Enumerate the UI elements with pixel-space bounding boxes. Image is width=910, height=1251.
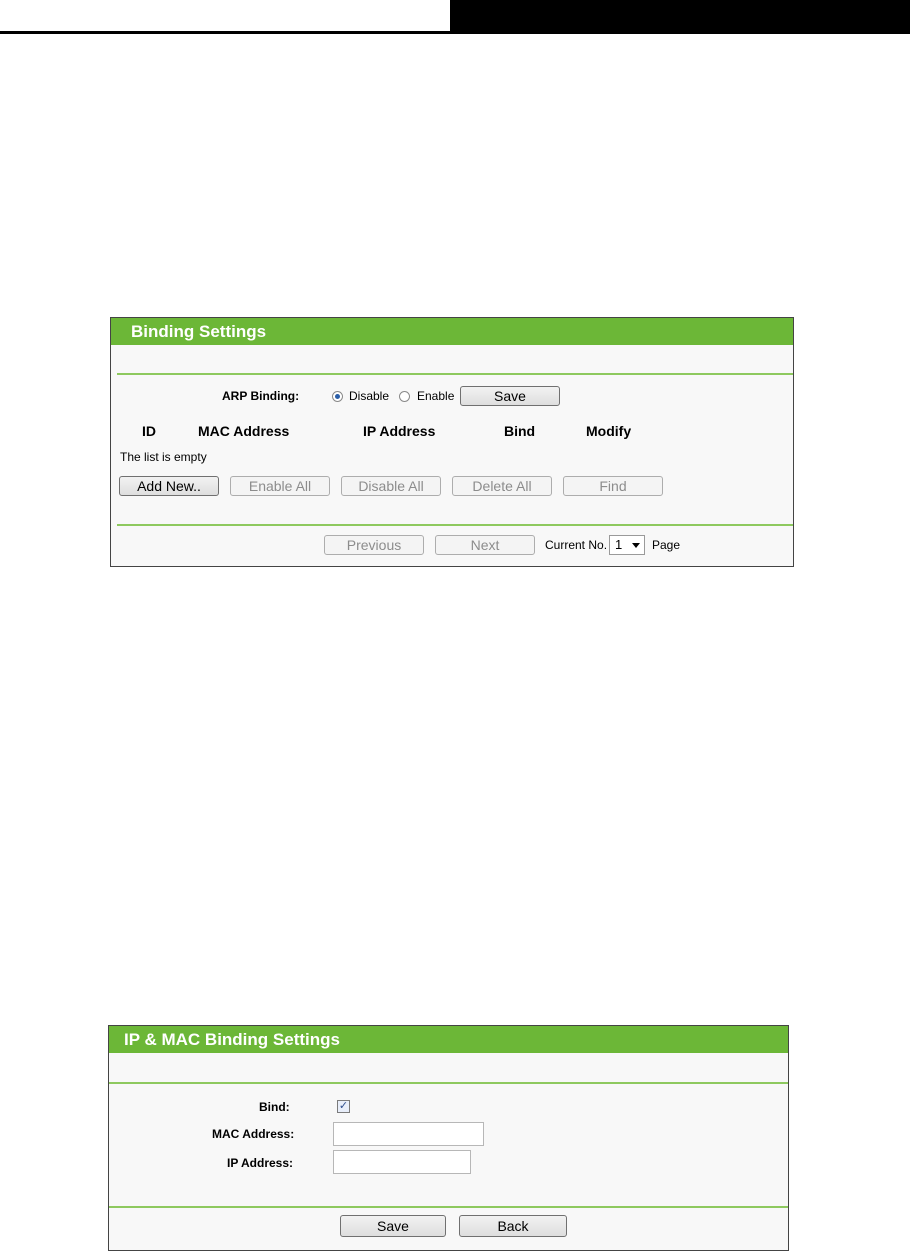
- ip-address-input[interactable]: [333, 1150, 471, 1174]
- arp-disable-label: Disable: [349, 389, 390, 403]
- delete-all-button[interactable]: Delete All: [452, 476, 552, 496]
- arp-save-button[interactable]: Save: [460, 386, 560, 406]
- disable-all-button[interactable]: Disable All: [341, 476, 441, 496]
- column-header-modify: Modify: [586, 423, 632, 439]
- column-header-mac-address: MAC Address: [198, 423, 290, 439]
- ip-address-label: IP Address:: [227, 1156, 294, 1170]
- bind-label: Bind:: [259, 1100, 290, 1114]
- previous-page-button[interactable]: Previous: [324, 535, 424, 555]
- save-button[interactable]: Save: [340, 1215, 446, 1237]
- current-page-value: 1: [615, 537, 623, 552]
- column-header-ip-address: IP Address: [363, 423, 436, 439]
- divider: [117, 373, 793, 375]
- current-page-select[interactable]: [609, 535, 645, 555]
- header-block: [450, 0, 910, 34]
- empty-list-message: The list is empty: [120, 450, 207, 464]
- column-header-id: ID: [142, 423, 156, 439]
- divider: [109, 1082, 788, 1084]
- header-rule: [0, 31, 452, 34]
- binding-settings-panel: [110, 317, 794, 567]
- chevron-down-icon: [632, 543, 640, 548]
- bind-checkbox[interactable]: ✓: [338, 1100, 349, 1112]
- panel-title: Binding Settings: [111, 318, 793, 345]
- panel-title: IP & MAC Binding Settings: [109, 1026, 788, 1053]
- ip-mac-binding-settings-panel: [108, 1025, 789, 1251]
- find-button[interactable]: Find: [563, 476, 663, 496]
- mac-address-input[interactable]: [333, 1122, 484, 1146]
- divider: [109, 1206, 788, 1208]
- add-new-button[interactable]: Add New..: [119, 476, 219, 496]
- arp-enable-radio[interactable]: [399, 391, 410, 402]
- back-button[interactable]: Back: [459, 1215, 567, 1237]
- divider: [117, 524, 793, 526]
- mac-address-label: MAC Address:: [212, 1127, 295, 1141]
- page-label: Page: [652, 538, 681, 552]
- enable-all-button[interactable]: Enable All: [230, 476, 330, 496]
- current-no-label: Current No.: [545, 538, 608, 552]
- next-page-button[interactable]: Next: [435, 535, 535, 555]
- arp-binding-label: ARP Binding:: [222, 389, 300, 403]
- arp-disable-radio[interactable]: [332, 391, 343, 402]
- arp-enable-label: Enable: [417, 389, 455, 403]
- column-header-bind: Bind: [504, 423, 536, 439]
